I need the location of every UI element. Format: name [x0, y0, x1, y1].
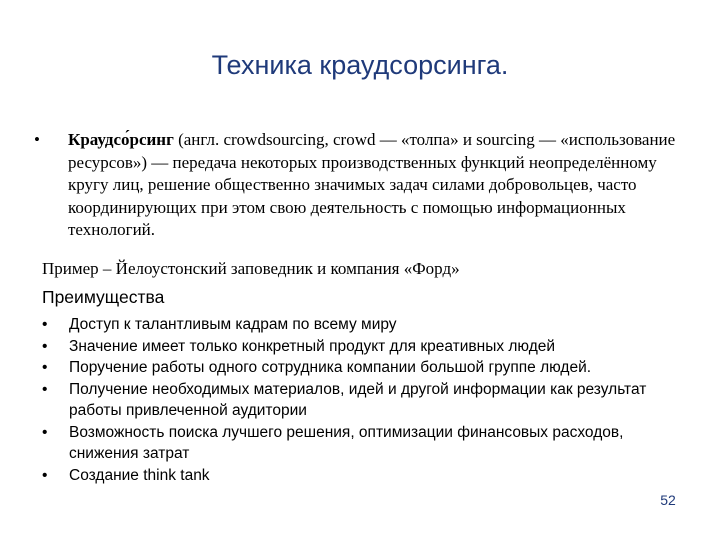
- page-number: 52: [660, 492, 676, 508]
- advantage-text: Создание think tank: [69, 466, 210, 484]
- definition-body: (англ. crowdsourcing, crowd — «толпа» и sourcing — «использование ресурсов») — передача некоторых производственных функций неопределённому кругу лиц, решение общественно значимых задач силами добровольцев, часто координирующих при этом свою деятельность с помощью информационных технологий.: [68, 130, 676, 239]
- slide-title: Техника краудсорсинга.: [211, 50, 509, 80]
- bullet-icon: •: [42, 359, 48, 376]
- advantage-text: Возможность поиска лучшего решения, оптимизации финансовых расходов, снижения затрат: [69, 423, 624, 462]
- example-line: Пример – Йелоустонский заповедник и компания «Форд»: [42, 259, 460, 278]
- definition-item: [34, 129, 694, 242]
- advantages-list: [42, 314, 692, 486]
- advantage-text: Поручение работы одного сотрудника компании большой группе людей.: [69, 359, 592, 376]
- advantages-heading: Преимущества: [42, 287, 165, 307]
- bullet-icon: •: [42, 423, 48, 441]
- definition-text: [68, 129, 694, 242]
- definition-term: Краудсо́рсинг: [68, 130, 174, 149]
- list-item: [42, 465, 692, 487]
- bullet-icon: •: [42, 337, 48, 355]
- bullet-icon: •: [42, 466, 48, 484]
- list-item: [42, 314, 692, 336]
- advantage-text: Получение необходимых материалов, идей и другой информации как результат работы привлеченной аудитории: [69, 380, 647, 419]
- list-item: [42, 379, 692, 422]
- list-item: [42, 336, 692, 358]
- advantage-text: Значение имеет только конкретный продукт для креативных людей: [69, 337, 556, 355]
- definition-block: [34, 129, 694, 242]
- bullet-icon: •: [34, 130, 40, 149]
- list-item: [42, 422, 692, 465]
- bullet-icon: •: [42, 316, 48, 333]
- bullet-icon: •: [42, 380, 48, 398]
- advantage-text: Доступ к талантливым кадрам по всему миру: [69, 316, 397, 333]
- list-item: [42, 357, 692, 379]
